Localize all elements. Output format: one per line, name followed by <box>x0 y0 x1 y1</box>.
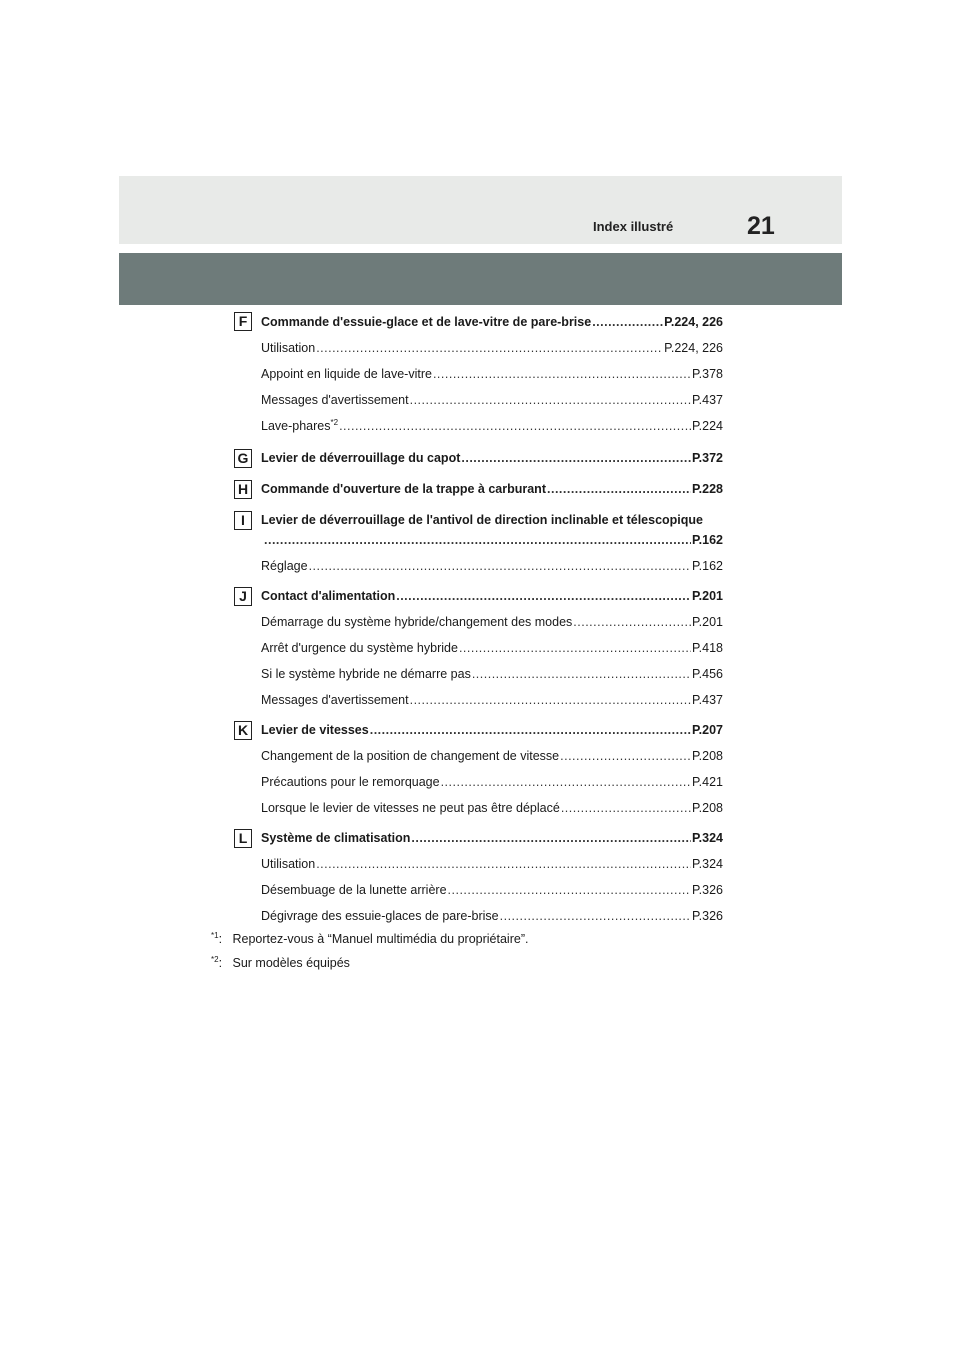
entry-label: Désembuage de la lunette arrière <box>261 883 447 897</box>
index-entry[interactable] <box>261 559 723 577</box>
entry-page: P.378 <box>691 367 723 381</box>
entry-page: P.437 <box>691 393 723 407</box>
page-number: 21 <box>747 212 775 240</box>
index-entry[interactable] <box>261 667 723 685</box>
entry-page: P.456 <box>691 667 723 681</box>
footnote-mark: *2 <box>211 954 219 964</box>
index-entry[interactable] <box>261 482 723 500</box>
entry-label: Contact d'alimentation <box>261 589 396 603</box>
leader-dots <box>316 341 663 355</box>
entry-label: Appoint en liquide de lave-vitre <box>261 367 432 381</box>
index-letter-l: L <box>234 829 252 848</box>
index-entry[interactable] <box>261 723 723 741</box>
entry-label-text: Lave-phares <box>261 419 331 433</box>
index-letter-h: H <box>234 480 252 499</box>
index-entry[interactable] <box>261 831 723 849</box>
leader-dots <box>411 831 691 845</box>
index-entry[interactable] <box>261 451 723 469</box>
leader-dots <box>433 367 691 381</box>
footnote: $^{*2}$: Sur modèles équipés <box>211 954 350 970</box>
entry-page: P.228 <box>691 482 723 496</box>
index-entry[interactable] <box>261 775 723 793</box>
leader-dots <box>264 533 691 547</box>
entry-label: Utilisation <box>261 857 316 871</box>
entry-label: Démarrage du système hybride/changement des modes <box>261 615 573 629</box>
entry-label: Utilisation <box>261 341 316 355</box>
leader-dots <box>547 482 691 496</box>
index-entry[interactable] <box>261 315 723 333</box>
leader-dots <box>316 857 691 871</box>
entry-page: P.208 <box>691 801 723 815</box>
index-entry[interactable] <box>261 883 723 901</box>
entry-page: P.201 <box>691 615 723 629</box>
index-entry[interactable] <box>261 367 723 385</box>
entry-label: Dégivrage des essuie-glaces de pare-brise <box>261 909 499 923</box>
entry-page: P.418 <box>691 641 723 655</box>
leader-dots <box>396 589 691 603</box>
footnote-text: Reportez-vous à “Manuel multimédia du propriétaire”. <box>232 932 529 946</box>
leader-dots <box>461 451 691 465</box>
footnote-ref: *2 <box>330 417 339 427</box>
leader-dots <box>500 909 691 923</box>
entry-label <box>261 419 338 433</box>
index-entry[interactable] <box>261 589 723 607</box>
entry-page: P.201 <box>691 589 723 603</box>
leader-dots <box>573 615 691 629</box>
entry-page: P.326 <box>691 909 723 923</box>
index-entry[interactable] <box>261 857 723 875</box>
entry-label: Changement de la position de changement de vitesse <box>261 749 560 763</box>
index-entry[interactable] <box>261 393 723 411</box>
entry-page: P.326 <box>691 883 723 897</box>
entry-label: Précautions pour le remorquage <box>261 775 440 789</box>
entry-label: Messages d'avertissement <box>261 693 409 707</box>
index-entry[interactable] <box>261 801 723 819</box>
index-letter-k: K <box>234 721 252 740</box>
entry-page: P.208 <box>691 749 723 763</box>
entry-page: P.224, 226 <box>664 341 723 355</box>
entry-page: P.324 <box>691 831 723 845</box>
index-entry[interactable] <box>261 615 723 633</box>
leader-dots <box>339 419 691 433</box>
leader-dots <box>560 749 691 763</box>
leader-dots <box>370 723 691 737</box>
entry-page: P.437 <box>691 693 723 707</box>
entry-label: Levier de déverrouillage du capot <box>261 451 461 465</box>
entry-label: Messages d'avertissement <box>261 393 409 407</box>
section-title: Index illustré <box>593 219 674 234</box>
index-entry[interactable] <box>261 641 723 659</box>
footnote: $^{*1}$: Reportez-vous à “Manuel multimédia du propriétaire”. <box>211 930 529 946</box>
leader-dots <box>410 693 691 707</box>
entry-label: Levier de déverrouillage de l'antivol de direction inclinable et télescopique <box>261 513 703 527</box>
index-entry[interactable] <box>261 341 723 359</box>
entry-label: Si le système hybride ne démarre pas <box>261 667 471 681</box>
entry-label: Système de climatisation <box>261 831 411 845</box>
leader-dots <box>309 559 691 573</box>
leader-dots <box>561 801 691 815</box>
leader-dots <box>592 315 663 329</box>
index-entry[interactable] <box>261 749 723 767</box>
leader-dots <box>448 883 691 897</box>
entry-page: P.421 <box>691 775 723 789</box>
entry-page: P.207 <box>691 723 723 737</box>
footnote-mark: *1 <box>211 930 219 940</box>
index-entry[interactable] <box>261 419 723 437</box>
entry-page: P.224, 226 <box>664 315 723 329</box>
entry-page: P.372 <box>691 451 723 465</box>
index-entry[interactable] <box>261 693 723 711</box>
entry-label: Commande d'ouverture de la trappe à carburant <box>261 482 546 496</box>
index-letter-i: I <box>234 511 252 530</box>
footnote-text: Sur modèles équipés <box>232 956 350 970</box>
index-letter-j: J <box>234 587 252 606</box>
entry-label: Arrêt d'urgence du système hybride <box>261 641 458 655</box>
index-letter-g: G <box>234 449 252 468</box>
entry-label: Commande d'essuie-glace et de lave-vitre de pare-brise <box>261 315 592 329</box>
entry-label: Levier de vitesses <box>261 723 369 737</box>
entry-label: Réglage <box>261 559 308 573</box>
entry-page: P.324 <box>691 857 723 871</box>
leader-dots <box>441 775 691 789</box>
leader-dots <box>472 667 691 681</box>
index-entry-continued[interactable] <box>261 533 723 551</box>
index-letter-f: F <box>234 312 252 331</box>
entry-page: P.162 <box>691 533 723 547</box>
entry-label: Lorsque le levier de vitesses ne peut pas être déplacé <box>261 801 560 815</box>
leader-dots <box>459 641 691 655</box>
entry-page: P.224 <box>691 419 723 433</box>
index-entry[interactable] <box>261 513 723 531</box>
entry-page: P.162 <box>691 559 723 573</box>
leader-dots <box>410 393 691 407</box>
index-entry[interactable] <box>261 909 723 927</box>
